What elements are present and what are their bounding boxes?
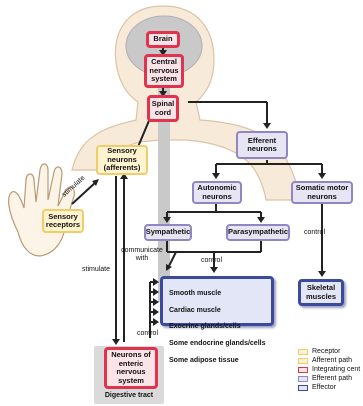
legend-label: Efferent path — [312, 375, 352, 382]
legend-item-effector — [298, 384, 336, 391]
efferent-neurons-box: Efferent neurons — [236, 131, 288, 159]
effectors-box — [160, 276, 274, 364]
legend-item-receptor — [298, 348, 340, 355]
sensory-neurons-box: Sensory neurons (afferents) — [96, 145, 148, 175]
legend-label: Afferent path — [312, 357, 352, 364]
parasympathetic-box: Parasympathetic — [226, 224, 290, 241]
legend-swatch — [298, 358, 308, 364]
somatic-motor-neurons-box: Somatic motor neurons — [291, 181, 353, 204]
legend-swatch — [298, 385, 308, 391]
legend-label: Effector — [312, 384, 336, 391]
autonomic-neurons-box: Autonomic neurons — [192, 181, 242, 204]
central-nervous-system-box: Central nervous system — [144, 54, 184, 88]
legend-label: Receptor — [312, 348, 341, 355]
brain-box: Brain — [146, 31, 180, 48]
sympathetic-box: Sympathetic — [144, 224, 192, 241]
spinal-cord-box: Spinal cord — [147, 95, 179, 122]
sensory-receptors-box: Sensory receptors — [42, 209, 84, 233]
legend-item-efferent — [298, 375, 352, 382]
control-label-mid: control — [201, 257, 223, 264]
legend-item-integrating — [298, 366, 360, 373]
digestive-tract-label: Digestive tract — [104, 392, 154, 399]
communicate-with-label: communicate with — [121, 247, 163, 262]
control-label-enteric: control — [137, 330, 159, 337]
legend-label: Integrating cent — [312, 366, 361, 373]
stimulate-label-left: stimulate — [82, 266, 111, 273]
effector-item: Some adipose tissue — [169, 356, 239, 364]
effector-item: Exocrine glands/cells — [169, 323, 241, 331]
stimulate-label-hand: stimulate — [60, 174, 87, 199]
effector-item: Smooth muscle — [169, 290, 222, 298]
legend-swatch — [298, 376, 308, 382]
legend-item-afferent — [298, 357, 352, 364]
control-label-right: control — [304, 229, 326, 236]
legend-swatch — [298, 367, 308, 373]
effector-item: Cardiac muscle — [169, 306, 221, 314]
effector-item: Some endocrine glands/cells — [169, 340, 266, 348]
legend-swatch — [298, 349, 308, 355]
skeletal-muscles-box: Skeletal muscles — [298, 279, 344, 306]
enteric-neurons-box: Neurons of enteric nervous system — [104, 347, 158, 389]
